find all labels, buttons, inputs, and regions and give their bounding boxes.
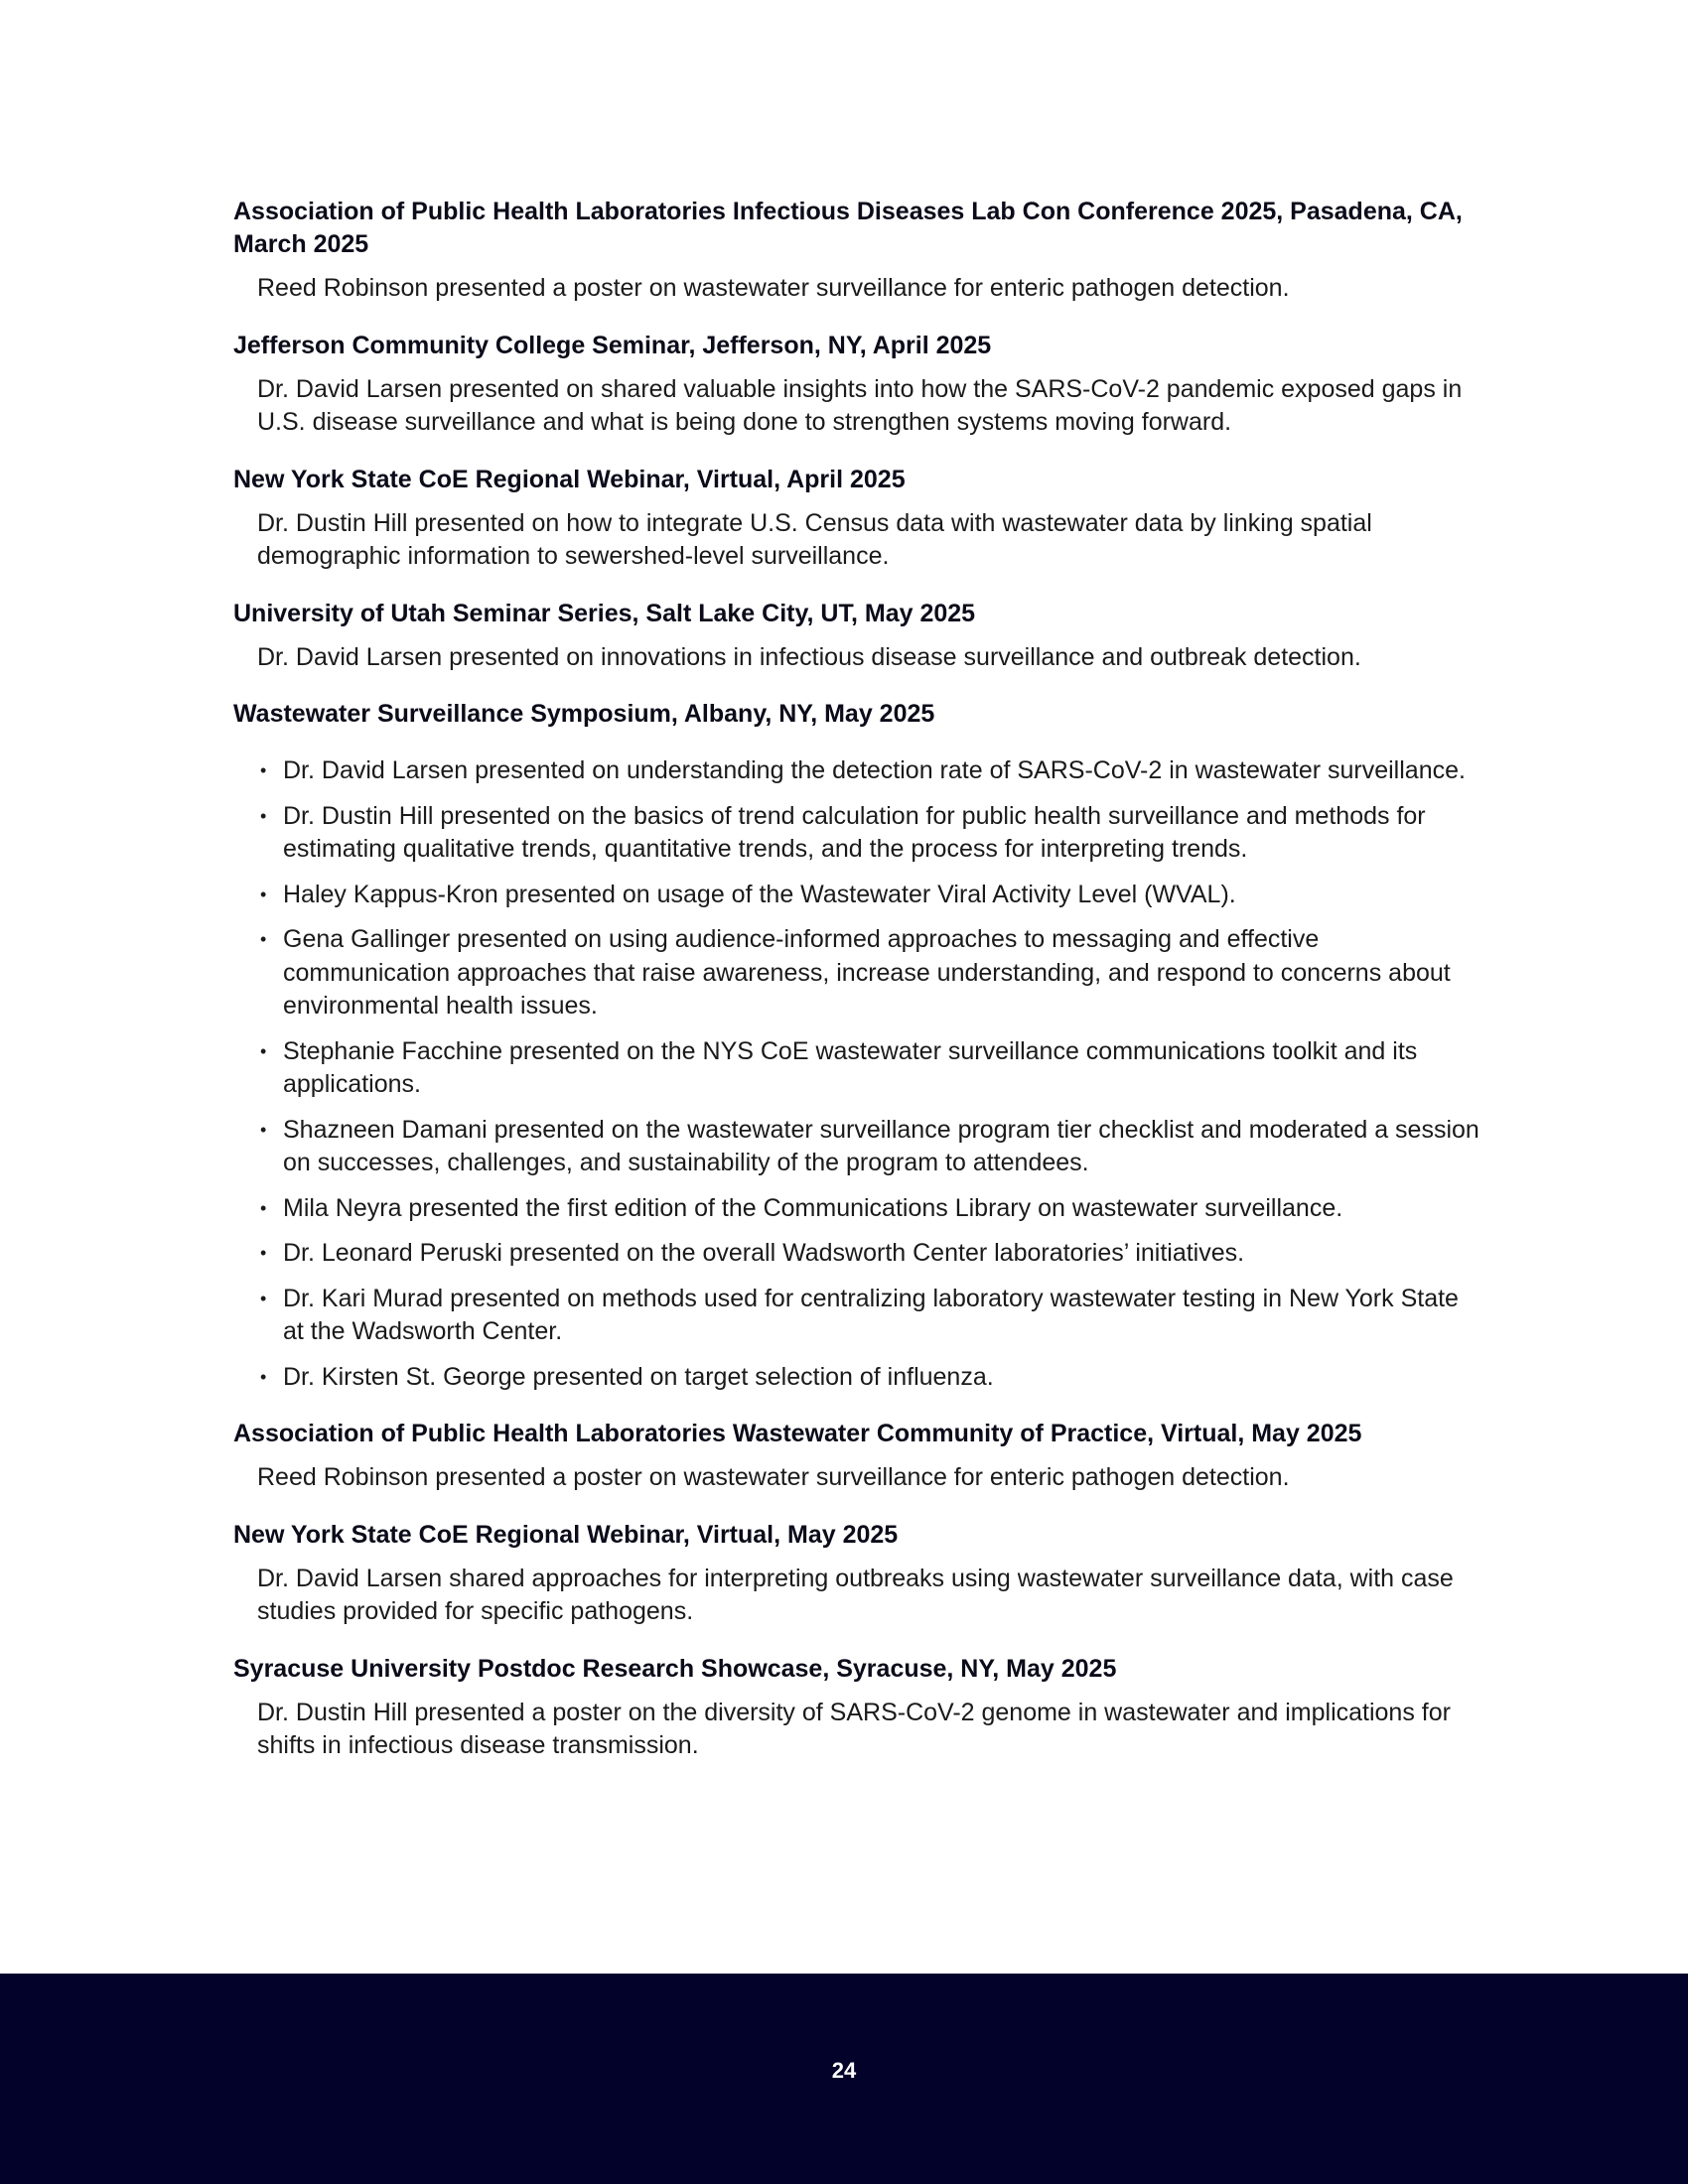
event-title: Association of Public Health Laboratories Wastewater Community of Practice, Virtual, May 2025 xyxy=(233,1420,1362,1447)
event-description: Dr. Dustin Hill presented on how to integrate U.S. Census data with wastewater data by linking spatial demographic information to sewershed-level surveillance. xyxy=(257,508,1372,570)
list-item xyxy=(233,1283,1484,1349)
bullet-icon: • xyxy=(260,1197,267,1218)
event-title: Syracuse University Postdoc Research Showcase, Syracuse, NY, May 2025 xyxy=(233,1654,1117,1683)
list-item xyxy=(233,923,1484,1024)
presentation-list xyxy=(233,754,1484,1394)
event-section xyxy=(233,1519,1484,1629)
event-description: Reed Robinson presented a poster on wastewater surveillance for enteric pathogen detection. xyxy=(257,1463,1290,1491)
list-item xyxy=(233,754,1484,788)
bullet-icon: • xyxy=(260,929,267,949)
bullet-icon: • xyxy=(260,1119,267,1140)
list-item-text: Dr. Dustin Hill presented on the basics of trend calculation for public health surveillance and methods for estimating qualitative trends, quantitative trends, and the process for interpreting trends. xyxy=(283,801,1426,863)
event-title: Association of Public Health Laboratories Infectious Diseases Lab Con Conference 2025, Pasadena, CA, March 2025 xyxy=(233,198,1463,258)
list-item xyxy=(233,879,1484,912)
bullet-icon: • xyxy=(260,884,267,904)
event-section-symposium xyxy=(233,698,1484,1394)
event-section xyxy=(233,598,1484,675)
event-section xyxy=(233,464,1484,574)
event-title: New York State CoE Regional Webinar, Virtual, April 2025 xyxy=(233,465,906,493)
event-description: Reed Robinson presented a poster on wastewater surveillance for enteric pathogen detection. xyxy=(257,274,1290,302)
list-item xyxy=(233,1114,1484,1180)
list-item-text: Gena Gallinger presented on using audience-informed approaches to messaging and effective communication approaches that raise awareness, increase understanding, and respond to concerns about environmental health issues. xyxy=(283,925,1451,1020)
event-title: Jefferson Community College Seminar, Jefferson, NY, April 2025 xyxy=(233,331,992,359)
list-item-text: Shazneen Damani presented on the wastewater surveillance program tier checklist and moderated a session on successes, challenges, and sustainability of the program to attendees. xyxy=(283,1115,1479,1176)
event-section xyxy=(233,330,1484,440)
document-body xyxy=(233,196,1484,1787)
page-number: 24 xyxy=(831,2058,857,2083)
list-item xyxy=(233,800,1484,867)
event-section xyxy=(233,1653,1484,1763)
list-item-text: Mila Neyra presented the first edition of the Communications Library on wastewater surveillance. xyxy=(283,1193,1343,1222)
event-title: New York State CoE Regional Webinar, Virtual, May 2025 xyxy=(233,1520,899,1549)
bullet-icon: • xyxy=(260,760,267,780)
bullet-icon: • xyxy=(260,1288,267,1308)
event-description: Dr. David Larsen shared approaches for interpreting outbreaks using wastewater surveillance data, with case studies provided for specific pathogens. xyxy=(257,1564,1454,1625)
list-item-text: Dr. Kari Murad presented on methods used for centralizing laboratory wastewater testing in New York State at the Wadsworth Center. xyxy=(283,1284,1459,1345)
bullet-icon: • xyxy=(260,1040,267,1061)
event-description: Dr. David Larsen presented on shared valuable insights into how the SARS-CoV-2 pandemic exposed gaps in U.S. disease surveillance and what is being done to strengthen systems moving forward. xyxy=(257,374,1463,436)
event-title: Wastewater Surveillance Symposium, Albany, NY, May 2025 xyxy=(233,700,935,728)
event-description: Dr. David Larsen presented on innovations in infectious disease surveillance and outbreak detection. xyxy=(257,642,1361,671)
bullet-icon: • xyxy=(260,1243,267,1263)
list-item xyxy=(233,1237,1484,1271)
list-item-text: Haley Kappus-Kron presented on usage of the Wastewater Viral Activity Level (WVAL). xyxy=(283,880,1236,908)
event-title: University of Utah Seminar Series, Salt Lake City, UT, May 2025 xyxy=(233,599,976,627)
bullet-icon: • xyxy=(260,1366,267,1387)
bullet-icon: • xyxy=(260,805,267,826)
list-item-text: Dr. Kirsten St. George presented on target selection of influenza. xyxy=(283,1362,994,1391)
list-item-text: Dr. David Larsen presented on understanding the detection rate of SARS-CoV-2 in wastewater surveillance. xyxy=(283,756,1466,784)
list-item xyxy=(233,1035,1484,1102)
event-section xyxy=(233,196,1484,306)
list-item-text: Stephanie Facchine presented on the NYS CoE wastewater surveillance communications toolkit and its applications. xyxy=(283,1036,1418,1098)
list-item xyxy=(233,1361,1484,1395)
event-description: Dr. Dustin Hill presented a poster on the diversity of SARS-CoV-2 genome in wastewater and implications for shifts in infectious disease transmission. xyxy=(257,1698,1451,1759)
list-item xyxy=(233,1192,1484,1226)
event-section xyxy=(233,1418,1484,1495)
list-item-text: Dr. Leonard Peruski presented on the overall Wadsworth Center laboratories’ initiatives. xyxy=(283,1239,1245,1267)
page-footer xyxy=(0,1974,1688,2184)
